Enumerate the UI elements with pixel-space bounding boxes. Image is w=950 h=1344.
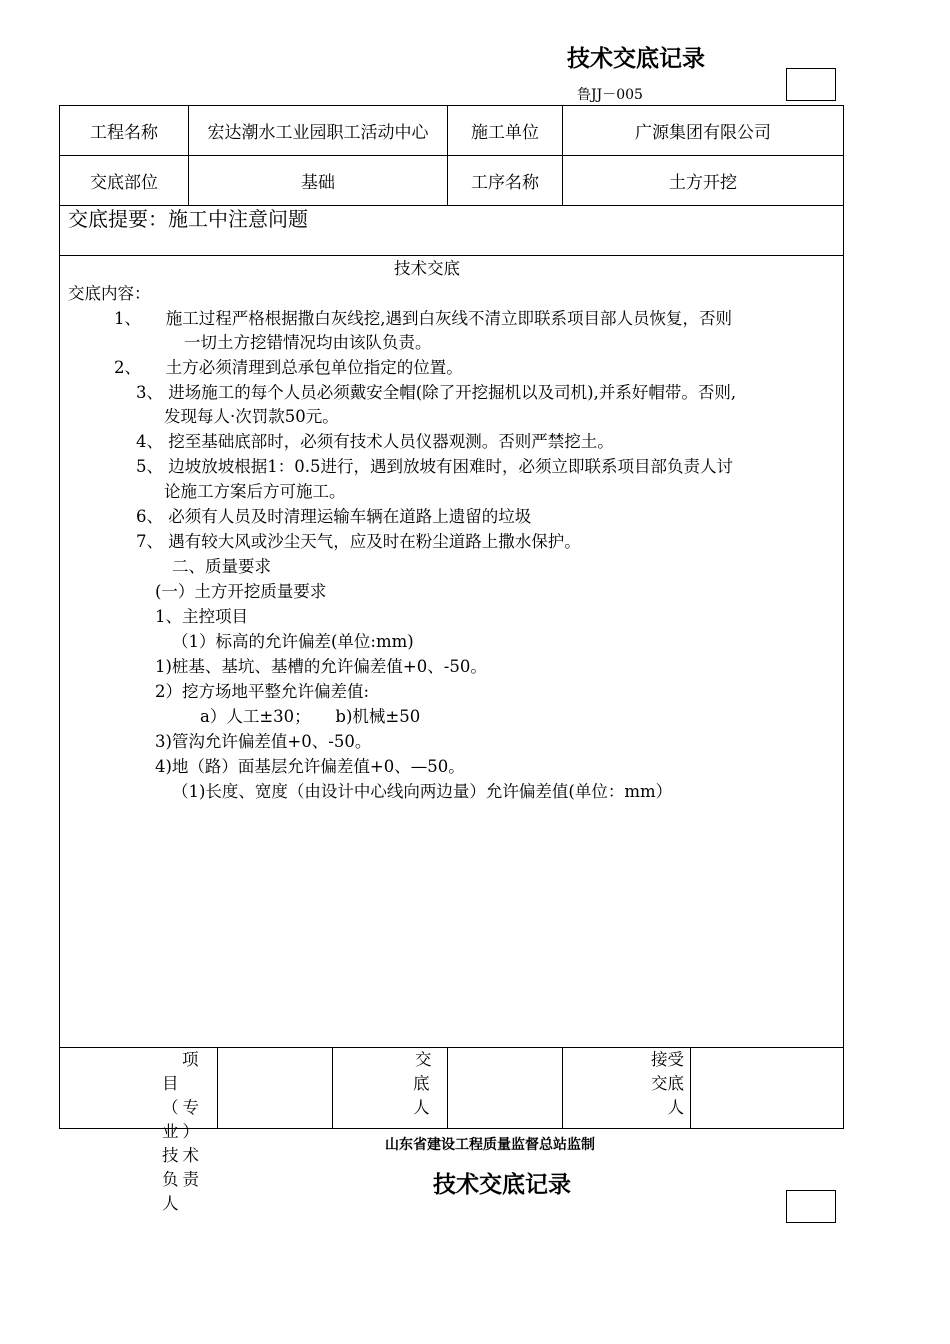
content-intro: 交底内容： (68, 284, 151, 303)
content-line: 论施工方案后方可施工。 (164, 482, 346, 501)
process-name-value: 土方开挖 (669, 173, 737, 193)
content-line: 4、 挖至基础底部时，必须有技术人员仪器观测。否则严禁挖土。 (136, 432, 614, 451)
contractor-label: 施工单位 (471, 123, 539, 143)
content-line: a）人工±30； b)机械±50 (200, 707, 421, 726)
tech-lead-label: 项目（专业）技术负责人 (162, 1050, 203, 1213)
presenter-label-text: 交底人 (413, 1050, 432, 1117)
content-line: 4)地（路）面基层允许偏差值+0、—50。 (155, 757, 465, 776)
content-heading: 技术交底 (394, 259, 460, 278)
project-name-label: 工程名称 (90, 123, 158, 143)
briefing-summary: 交底提要：施工中注意问题 (68, 207, 308, 231)
content-line: 1)桩基、基坑、基槽的允许偏差值+0、-50。 (155, 657, 487, 676)
content-line: 3)管沟允许偏差值+0、-50。 (155, 732, 372, 751)
contractor-value: 广源集团有限公司 (635, 123, 771, 143)
receiver-label-text: 接受交底人 (651, 1050, 684, 1117)
content-line: 1、主控项目 (155, 607, 248, 626)
receiver-label (640, 1048, 688, 1127)
content-line: 2、 土方必须清理到总承包单位指定的位置。 (114, 358, 463, 377)
content-line: (一）土方开挖质量要求 (155, 582, 327, 601)
content-line: 一切土方挖错情况均由该队负责。 (184, 333, 432, 352)
page2-number-box (786, 1190, 836, 1223)
briefing-part-label: 交底部位 (90, 173, 158, 193)
briefing-part-value: 基础 (301, 173, 335, 193)
content-line: 6、 必须有人员及时清理运输车辆在道路上遗留的垃圾 (136, 507, 532, 526)
page2-title: 技术交底记录 (433, 1172, 571, 1198)
presenter-label (413, 1048, 461, 1127)
content-line: （1)长度、宽度（由设计中心线向两边量）允许偏差值(单位：mm） (172, 782, 673, 801)
content-line: 2）挖方场地平整允许偏差值: (155, 682, 370, 701)
supervision-footer: 山东省建设工程质量监督总站监制 (385, 1137, 595, 1153)
number-box (786, 68, 836, 101)
project-name-value: 宏达潮水工业园职工活动中心 (207, 123, 429, 143)
page-title: 技术交底记录 (567, 46, 705, 72)
process-name-label: 工序名称 (471, 173, 539, 193)
content-line: 发现每人·次罚款50元。 (164, 407, 339, 426)
content-line: 1、 施工过程严格根据撒白灰线挖,遇到白灰线不清立即联系项目部人员恢复，否则 (114, 309, 732, 328)
content-line: 7、 遇有较大风或沙尘天气，应及时在粉尘道路上撒水保护。 (136, 532, 581, 551)
content-line: 5、 边坡放坡根据1：0.5进行，遇到放坡有困难时，必须立即联系项目部负责人讨 (136, 457, 733, 476)
content-line: （1）标高的允许偏差(单位:mm) (172, 632, 414, 651)
form-code: 鲁JJ－005 (577, 87, 643, 103)
content-line: 3、 进场施工的每个人员必须戴安全帽(除了开挖掘机以及司机),并系好帽带。否则, (136, 383, 737, 402)
content-line: 二、质量要求 (172, 557, 271, 576)
